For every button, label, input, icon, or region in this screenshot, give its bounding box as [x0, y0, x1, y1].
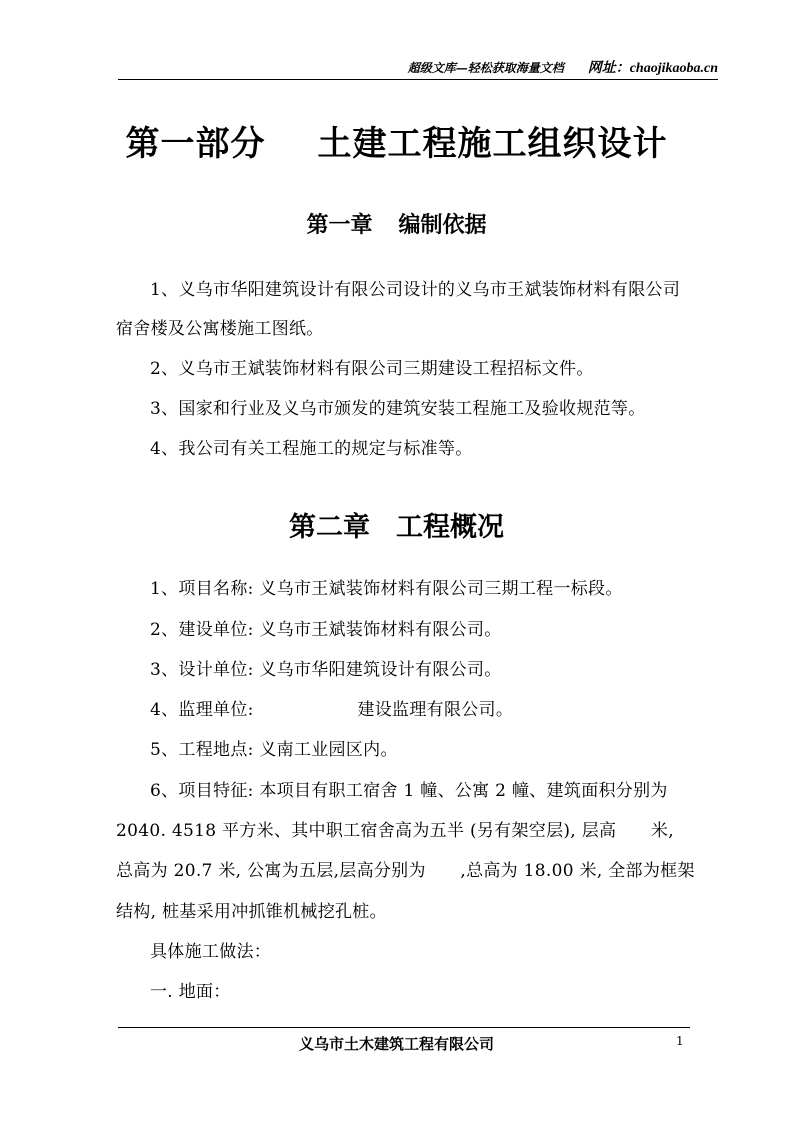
url-label: 网址：	[587, 61, 630, 76]
chapter-name: 编制依据	[398, 212, 487, 238]
paragraph-line: 2、义乌市王斌装饰材料有限公司三期建设工程招标文件。	[150, 359, 594, 379]
footer-divider	[118, 1027, 690, 1028]
paragraph-line: 3、设计单位: 义乌市华阳建筑设计有限公司。	[150, 660, 502, 680]
paragraph-line: 1、项目名称: 义乌市王斌装饰材料有限公司三期工程一标段。	[150, 579, 623, 599]
paragraph-line: 具体施工做法：	[150, 942, 272, 962]
paragraph-line: 4、我公司有关工程施工的规定与标准等。	[150, 439, 473, 459]
document-title	[0, 116, 793, 165]
paragraph-line: 1、义乌市华阳建筑设计有限公司设计的义乌市王斌装饰材料有限公司	[150, 280, 681, 300]
paragraph-line: 3、国家和行业及义乌市颁发的建筑安装工程施工及验收规范等。	[150, 399, 646, 419]
title-name: 土建工程施工组织设计	[317, 124, 668, 164]
page-header	[408, 57, 718, 77]
chapter-name: 工程概况	[396, 512, 504, 543]
paragraph-line: 2040. 4518 平方米、其中职工宿舍高为五半 (另有架空层), 层高 米,	[116, 821, 674, 841]
page-number: 1	[676, 1034, 684, 1048]
footer-company: 义乌市土木建筑工程有限公司	[298, 1035, 494, 1053]
chapter-1-heading	[0, 208, 793, 239]
paragraph-line: 4、监理单位: 建设监理有限公司。	[150, 700, 514, 720]
paragraph-line: 5、工程地点: 义南工业园区内。	[150, 740, 398, 760]
chapter-number: 第一章	[306, 212, 373, 238]
paragraph-line: 一. 地面：	[150, 982, 231, 1002]
chapter-number: 第二章	[289, 512, 370, 543]
paragraph-line: 宿舍楼及公寓楼施工图纸。	[116, 319, 324, 339]
title-part: 第一部分	[125, 124, 266, 164]
paragraph-line: 结构, 桩基采用冲抓锥机械挖孔桩。	[116, 902, 387, 922]
paragraph-line: 总高为 20.7 米, 公寓为五层,层高分别为 ,总高为 18.00 米, 全部为框架	[116, 861, 695, 881]
header-divider	[118, 79, 718, 80]
paragraph-line: 2、建设单位: 义乌市王斌装饰材料有限公司。	[150, 620, 502, 640]
site-url: chaojikaoba.cn	[629, 61, 718, 76]
paragraph-line: 6、项目特征: 本项目有职工宿舍 1 幢、公寓 2 幢、建筑面积分别为	[150, 781, 668, 801]
site-name: 超级文库—轻松获取海量文档	[407, 61, 564, 75]
chapter-2-heading	[0, 505, 793, 544]
